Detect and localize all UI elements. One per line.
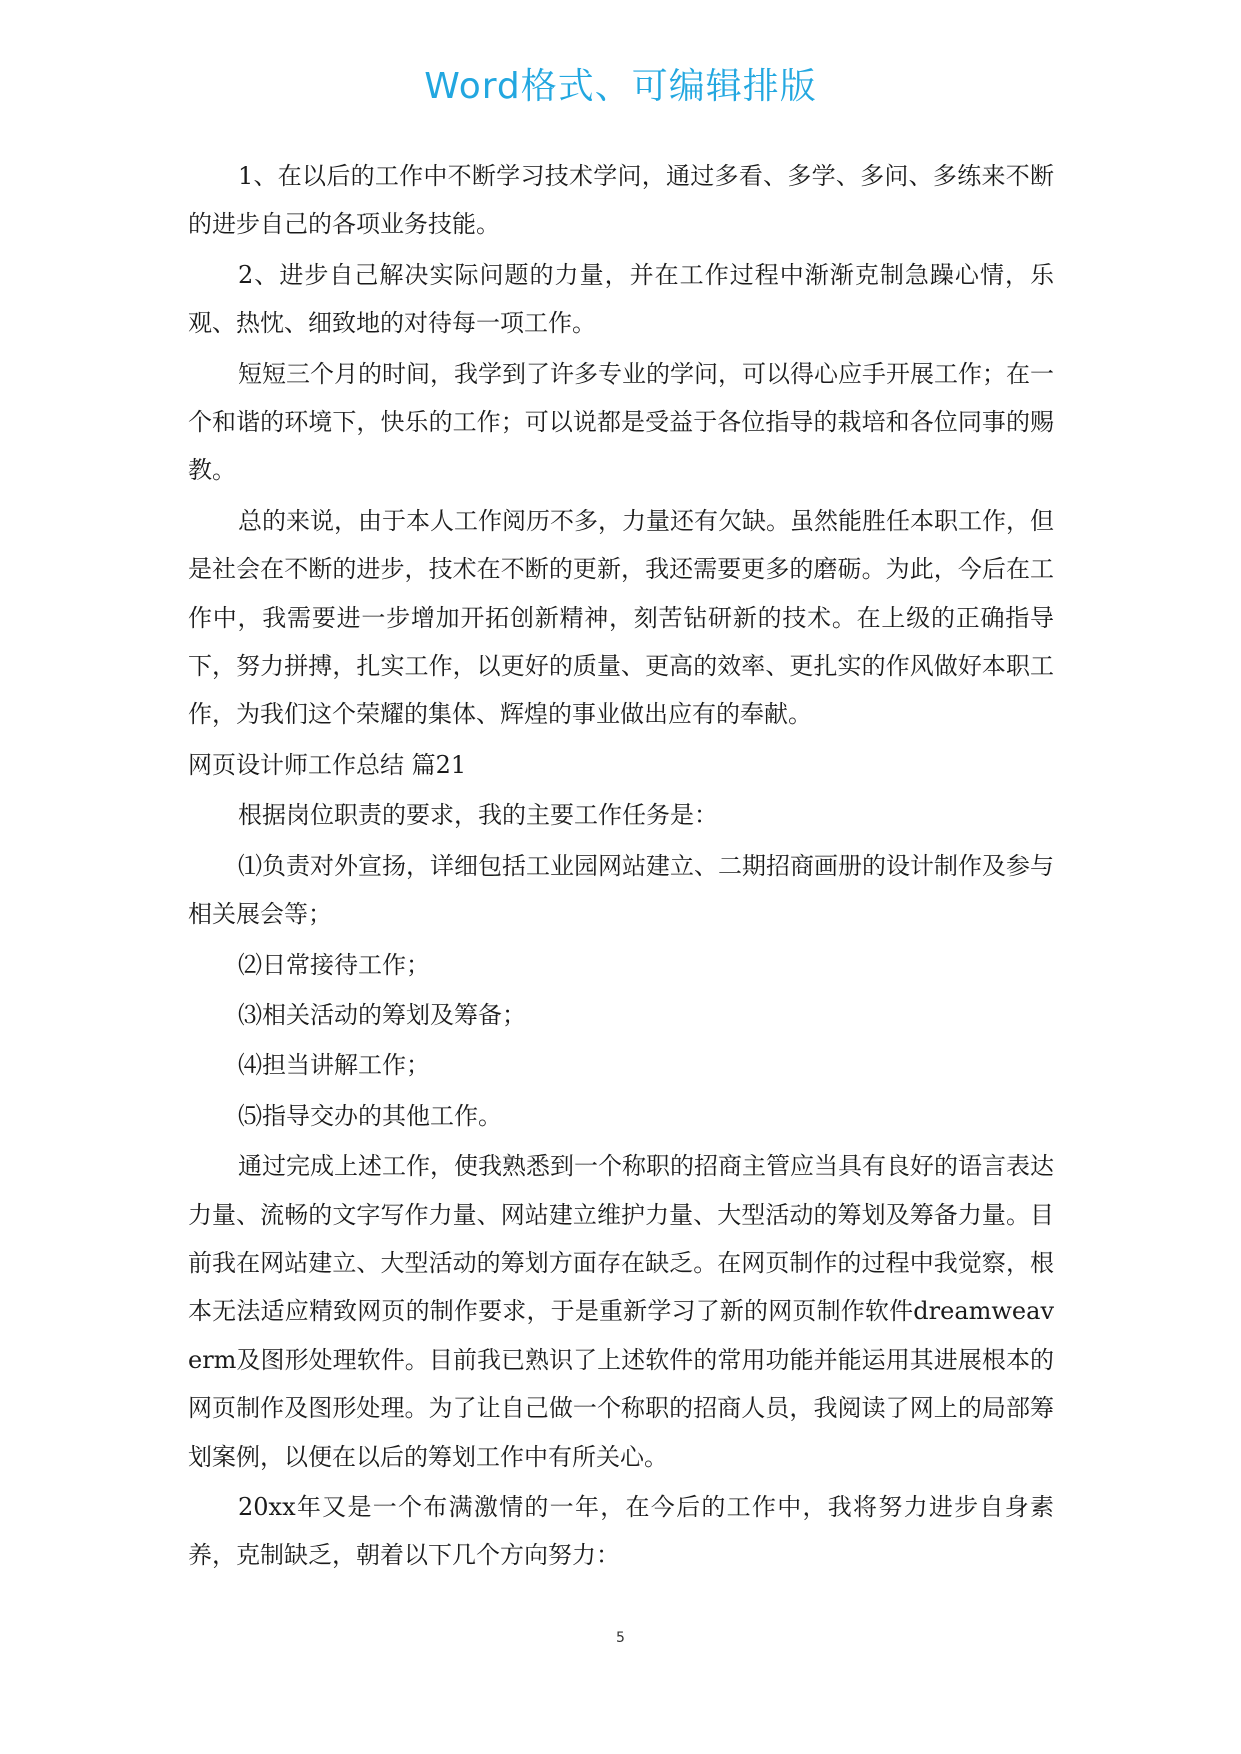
paragraph-4: 总的来说，由于本人工作阅历不多，力量还有欠缺。虽然能胜任本职工作，但是社会在不断的进步，技术在不断的更新，我还需要更多的磨砺。为此，今后在工作中，我需要进一步增加开拓创新精神，刻苦钻研新的技术。在上级的正确指导下，努力拼搏，扎实工作，以更好的质量、更高的效率、更扎实的作风做好本职工作，为我们这个荣耀的集体、辉煌的事业做出应有的奉献。 [188,506,1054,729]
paragraph-6: 根据岗位职责的要求，我的主要工作任务是： [238,801,718,830]
paragraph-13: 20xx年又是一个布满激情的一年，在今后的工作中，我将努力进步自身素养，克制缺乏，朝着以下几个方向努力： [188,1492,1054,1570]
page-number: 5 [616,1630,625,1646]
paragraph-12: 通过完成上述工作，使我熟悉到一个称职的招商主管应当具有良好的语言表达力量、流畅的文字写作力量、网站建立维护力量、大型活动的筹划及筹备力量。目前我在网站建立、大型活动的筹划方面存在缺乏。在网页制作的过程中我觉察，根本无法适应精致网页的制作要求，于是重新学习了新的网页制作软件dreamweaverm及图形处理软件。目前我已熟识了上述软件的常用功能并能运用其进展根本的网页制作及图形处理。为了让自己做一个称职的招商人员，我阅读了网上的局部筹划案例，以便在以后的筹划工作中有所关心。 [188,1152,1054,1471]
list-item-5: ⑸指导交办的其他工作。 [238,1101,502,1130]
paragraph-2: 2、进步自己解决实际问题的力量，并在工作过程中渐渐克制急躁心情，乐观、热忱、细致地的对待每一项工作。 [188,260,1054,338]
list-item-1: ⑴负责对外宣扬，详细包括工业园网站建立、二期招商画册的设计制作及参与相关展会等； [188,851,1054,929]
paragraph-1: 1、在以后的工作中不断学习技术学问，通过多看、多学、多问、多练来不断的进步自己的各项业务技能。 [188,162,1054,239]
paragraph-3: 短短三个月的时间，我学到了许多专业的学问，可以得心应手开展工作；在一个和谐的环境下，快乐的工作；可以说都是受益于各位指导的栽培和各位同事的赐教。 [188,359,1054,485]
list-item-4: ⑷担当讲解工作； [238,1051,430,1080]
header-title: Word格式、可编辑排版 [424,66,817,107]
list-item-2: ⑵日常接待工作； [238,950,430,979]
section-heading: 网页设计师工作总结 篇21 [188,750,467,779]
list-item-3: ⑶相关活动的筹划及筹备； [238,1000,526,1029]
document-body [188,152,1054,1582]
